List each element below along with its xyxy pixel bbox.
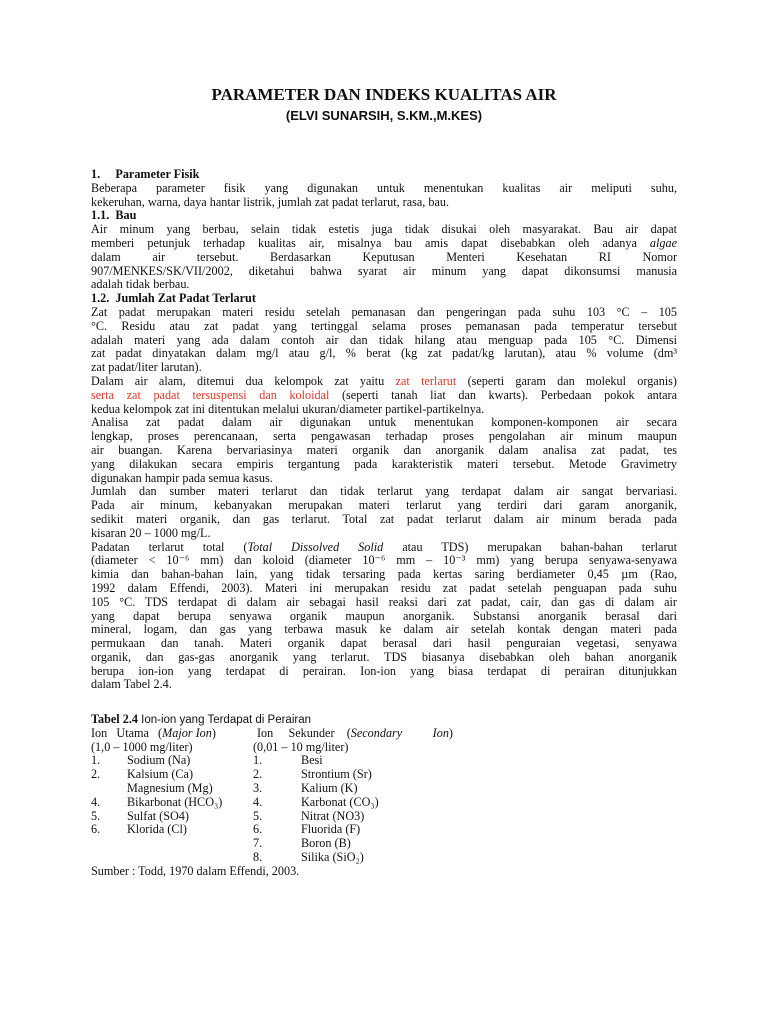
major-ion-name: Bikarbonat (HCO₃) (127, 794, 223, 809)
paragraph-line: °C. Residu atau zat padat yang tertinggal selama proses pemanasan pada temperatur tersebut (91, 318, 677, 333)
table-header-row (91, 727, 677, 741)
secondary-ion-name: Nitrat (NO3) (301, 808, 365, 823)
section-heading: 1. Parameter Fisik (91, 167, 200, 181)
paragraph-line (91, 375, 677, 389)
paragraph-line: dalam Tabel 2.4. (91, 677, 172, 692)
secondary-ion-name: Silika (SiO₂) (301, 849, 364, 864)
major-ion-name: Klorida (Cl) (127, 822, 187, 837)
table-caption-label: Tabel 2.4 (91, 712, 138, 726)
text-span: Padatan terlarut total ( (91, 539, 248, 554)
paragraph-line: Jumlah dan sumber materi terlarut dan tidak terlarut yang terdapat dalam air sangat bervariasi. (91, 484, 677, 499)
paragraph-line: zat padat dinyatakan dalam mg/l atau g/l, % berat (kg zat padat/kg larutan), atau % volume (dm³ (91, 346, 677, 361)
secondary-ion-number: 3. (253, 780, 263, 795)
subsection-heading: 1.1. Bau (91, 208, 137, 223)
major-ion-name: Kalsium (Ca) (127, 767, 194, 782)
major-ion-name: Magnesium (Mg) (127, 780, 213, 795)
ion-table (91, 713, 677, 879)
secondary-ion-name: Karbonat (CO₃) (301, 794, 379, 809)
paragraph-line: Pada air minum, kebanyakan merupakan materi terlarut yang terdiri dari garam anorganik, (91, 498, 677, 513)
text-span: (seperti garam dan molekul organis) (467, 373, 677, 388)
paragraph-line (91, 389, 677, 403)
paragraph-line: sedikit materi organik, dan gas terlarut. Total zat padat terlarut dalam air minum berada pada (91, 511, 677, 526)
italic-term: Major Ion (162, 725, 212, 740)
table-row (91, 810, 677, 824)
text-span: memberi petunjuk terhadap kualitas air, misalnya bau amis dapat disebabkan oleh adanya (91, 235, 637, 250)
text-span: ) (448, 725, 453, 740)
table-body (91, 754, 677, 864)
italic-term: Total Dissolved Solid (247, 539, 384, 554)
text-span: ) (211, 725, 216, 740)
paragraph-line (91, 237, 677, 251)
paragraph-line: organik, dan gas-gas anorganik yang terlarut. TDS biasanya disebabkan oleh bahan anorganik (91, 649, 677, 664)
text-span: atau TDS) merupakan bahan-bahan terlarut (402, 539, 677, 554)
major-ion-number: 1. (91, 753, 101, 768)
table-row (91, 768, 677, 782)
secondary-ion-name: Besi (301, 753, 323, 768)
major-ion-number: 2. (91, 767, 101, 782)
secondary-ion-name: Strontium (Sr) (301, 767, 372, 782)
secondary-ion-number: 2. (253, 767, 263, 782)
paragraph-line: adalah materi yang ada dalam contoh air dan tidak hilang atau menguap pada 105 °C. Dimensi (91, 332, 677, 347)
italic-term: Secondary Ion (350, 725, 449, 740)
paragraph-line: kimia dan bahan-bahan lain, yang tidak tersaring pada kertas saring berdiameter 0,45 µm (Rao, (91, 567, 677, 582)
secondary-ion-number: 4. (253, 794, 263, 809)
table-row (91, 851, 677, 865)
major-ion-name: Sodium (Na) (127, 753, 191, 768)
paragraph-line: 1992 dalam Effendi, 2003). Materi ini merupakan residu zat padat setelah penguapan pada suhu (91, 580, 677, 595)
secondary-ion-number: 7. (253, 836, 263, 851)
text-span: Ion Sekunder ( (257, 725, 351, 740)
paragraph-line: mineral, logam, dan gas yang terbawa masuk ke dalam air setelah kontak dengan materi pada (91, 622, 677, 637)
table-row (91, 782, 677, 796)
table-row (91, 837, 677, 851)
paragraph-line: Air minum yang berbau, selain tidak estetis juga tidak disukai oleh masyarakat. Bau air dapat (91, 222, 677, 237)
secondary-ion-name: Boron (B) (301, 836, 351, 851)
secondary-ion-number: 8. (253, 849, 263, 864)
paragraph-line: kekeruhan, warna, daya hantar listrik, jumlah zat padat terlarut, rasa, bau. (91, 194, 450, 209)
paragraph-line: lengkap, proses perencanaan, serta pengawasan terhadap proses pengolahan air minum maupun (91, 429, 677, 444)
section-parameter-fisik (91, 168, 677, 692)
paragraph-line: dalam air tersebut. Berdasarkan Keputusan Menteri Kesehatan RI Nomor (91, 249, 677, 264)
paragraph-line: zat padat/liter larutan). (91, 360, 202, 375)
subsection-heading: 1.2. Jumlah Zat Padat Terlarut (91, 291, 256, 306)
range-secondary: (0,01 – 10 mg/liter) (253, 739, 349, 754)
document-author: (ELVI SUNARSIH, S.KM.,M.KES) (285, 108, 483, 123)
header-secondary (257, 727, 453, 741)
table-row (91, 754, 677, 768)
paragraph-line: digunakan hampir pada semua kasus. (91, 470, 273, 485)
major-ion-number: 5. (91, 808, 101, 823)
table-range-row (91, 741, 677, 755)
text-span: Dalam air alam, ditemui dua kelompok zat yaitu (91, 373, 385, 388)
text-span: Ion Utama ( (91, 725, 163, 740)
secondary-ion-number: 1. (253, 753, 263, 768)
paragraph-line: adalah tidak berbau. (91, 277, 190, 292)
highlight-red: zat terlarut (395, 373, 457, 388)
paragraph-line: Analisa zat padat dalam air digunakan untuk menentukan komponen-komponen air secara (91, 415, 677, 430)
highlight-red: serta zat padat tersuspensi dan koloidal (91, 387, 330, 402)
secondary-ion-number: 5. (253, 808, 263, 823)
paragraph-line: yang dapat berupa senyawa organik maupun anorganik. Substansi anorganik berasal dari (91, 608, 677, 623)
paragraph-line: kedua kelompok zat ini ditentukan melalui ukuran/diameter partikel-partikelnya. (91, 401, 485, 416)
paragraph-line: (diameter < 10⁻⁶ mm) dan koloid (diameter 10⁻⁶ mm – 10⁻³ mm) yang berupa senyawa-senyawa (91, 553, 677, 568)
italic-term: algae (649, 235, 677, 250)
paragraph-line: 105 °C. TDS terdapat di dalam air sebagai hasil reaksi dari zat padat, cair, dan gas di dalam air (91, 594, 677, 609)
major-ion-number: 4. (91, 794, 101, 809)
paragraph-line (91, 541, 677, 555)
table-caption (91, 713, 677, 727)
paragraph-line: berupa ion-ion yang terdapat di perairan. Ion-ion yang biasa terdapat di perairan ditunjukkan (91, 663, 677, 678)
major-ion-number: 6. (91, 822, 101, 837)
secondary-ion-name: Fluorida (F) (301, 822, 361, 837)
paragraph-line: permukaan dan tanah. Materi organik dapat berasal dari hasil penguraian vegetasi, senyawa (91, 636, 677, 651)
table-row (91, 823, 677, 837)
paragraph-line: Zat padat merupakan materi residu setelah pemanasan dan pengeringan pada suhu 103 °C – 105 (91, 304, 677, 319)
secondary-ion-number: 6. (253, 822, 263, 837)
text-span: (seperti tanah liat dan kwarts). Perbedaan pokok antara (342, 387, 677, 402)
range-major: (1,0 – 1000 mg/liter) (91, 739, 193, 754)
paragraph-line: 907/MENKES/SK/VII/2002, diketahui bahwa syarat air minum yang dapat dikonsumsi manusia (91, 263, 677, 278)
paragraph-line: air buangan. Karena bervariasinya materi organik dan anorganik dalam analisa zat padat, tes (91, 442, 677, 457)
table-row (91, 796, 677, 810)
table-source: Sumber : Todd, 1970 dalam Effendi, 2003. (91, 863, 300, 878)
paragraph-line: yang dilakukan secara empiris tergantung pada karakteristik materi tersebut. Metode Gravimetry (91, 456, 677, 471)
paragraph-line: Beberapa parameter fisik yang digunakan untuk menentukan kualitas air meliputi suhu, (91, 180, 677, 195)
secondary-ion-name: Kalium (K) (301, 780, 358, 795)
table-caption-text: Ion-ion yang Terdapat di Perairan (137, 714, 312, 726)
header-major (91, 727, 216, 741)
document-title: PARAMETER DAN INDEKS KUALITAS AIR (211, 85, 557, 104)
paragraph-line: kisaran 20 – 1000 mg/L. (91, 525, 211, 540)
major-ion-name: Sulfat (SO4) (127, 808, 189, 823)
